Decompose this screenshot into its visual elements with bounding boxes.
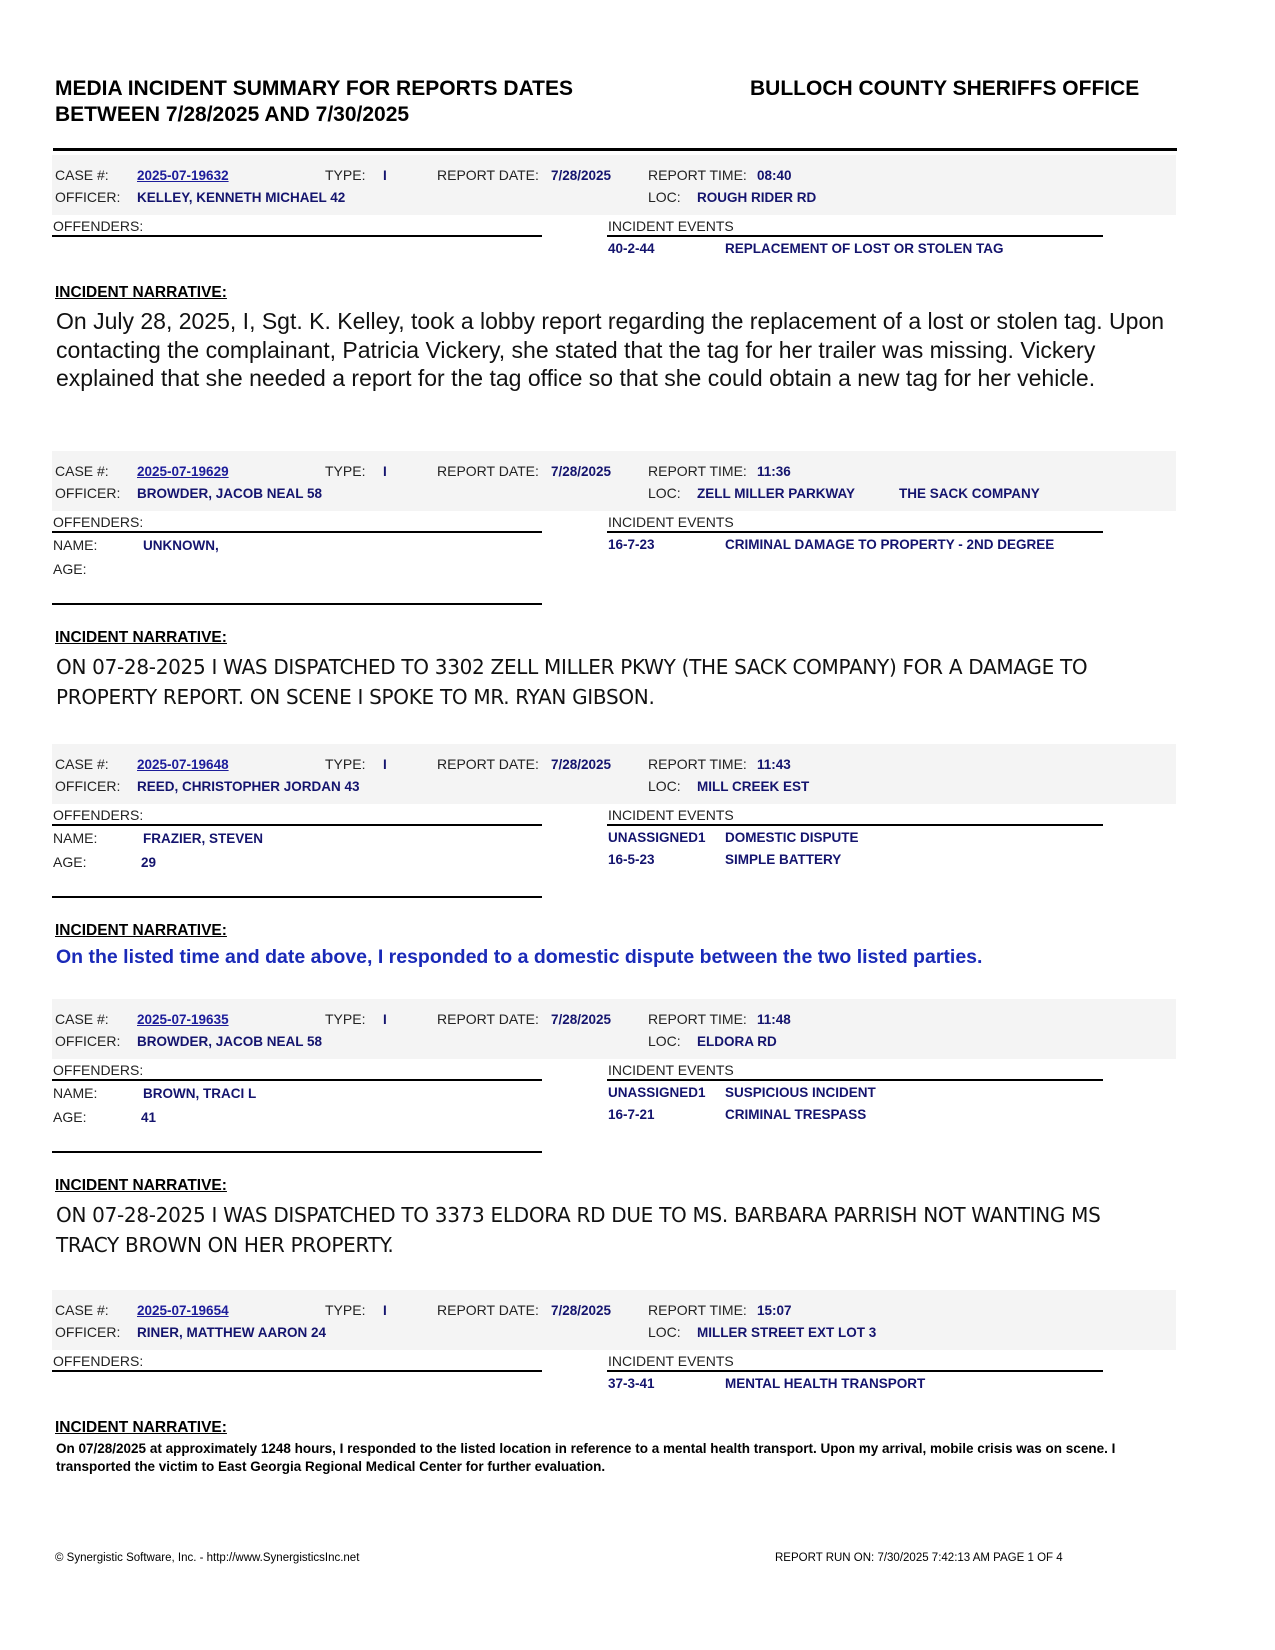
report-time-label: REPORT TIME: — [648, 756, 747, 772]
officer-label: OFFICER: — [55, 778, 121, 794]
event-code: UNASSIGNED1 — [608, 830, 706, 845]
incident-narrative: ON 07-28-2025 I WAS DISPATCHED TO 3373 ELDORA RD DUE TO MS. BARBARA PARRISH NOT WANTING MS TRACY BROWN ON HER PROPERTY. — [56, 1203, 1101, 1257]
incident-narrative: ON 07-28-2025 I WAS DISPATCHED TO 3302 ZELL MILLER PKWY (THE SACK COMPANY) FOR A DAMAGE TO PROPERTY REPORT. ON SCENE I SPOKE TO MR. RYAN GIBSON. — [56, 655, 1088, 709]
case-number-label: CASE #: — [55, 756, 109, 772]
incident-narrative: On 07/28/2025 at approximately 1248 hours, I responded to the listed location in reference to a mental health transport. Upon my arrival, mobile crisis was on scene. I transported the victim to East Georgia Regional Medical Center for further evaluation. — [56, 1441, 1116, 1474]
case-number-link[interactable]: 2025-07-19629 — [137, 464, 229, 479]
case-header-band — [52, 451, 1176, 511]
event-description: CRIMINAL TRESPASS — [725, 1107, 867, 1122]
event-description: CRIMINAL DAMAGE TO PROPERTY - 2ND DEGREE — [725, 537, 1055, 552]
officer-value: RINER, MATTHEW AARON 24 — [137, 1325, 326, 1340]
report-time-value: 11:48 — [757, 1012, 791, 1027]
report-time-label: REPORT TIME: — [648, 1302, 747, 1318]
location-label: LOC: — [648, 778, 681, 794]
report-date-label: REPORT DATE: — [437, 1302, 539, 1318]
event-code: 16-5-23 — [608, 852, 655, 867]
offender-age-value: 41 — [141, 1110, 157, 1125]
case-header-band — [52, 155, 1176, 215]
report-date-label: REPORT DATE: — [437, 167, 539, 183]
report-date-label: REPORT DATE: — [437, 463, 539, 479]
report-time-value: 11:43 — [757, 757, 791, 772]
incident-events-divider — [607, 824, 1103, 826]
type-value: I — [383, 464, 387, 479]
event-code: 16-7-23 — [608, 537, 655, 552]
offenders-label: OFFENDERS: — [53, 1062, 144, 1078]
event-code: UNASSIGNED1 — [608, 1085, 706, 1100]
case-header-band — [52, 1290, 1176, 1350]
report-date-value: 7/28/2025 — [551, 1303, 612, 1318]
case-number-label: CASE #: — [55, 1011, 109, 1027]
offenders-divider — [52, 1370, 542, 1372]
officer-value: KELLEY, KENNETH MICHAEL 42 — [137, 190, 346, 205]
narrative-heading: INCIDENT NARRATIVE: — [55, 1419, 227, 1436]
report-time-label: REPORT TIME: — [648, 167, 747, 183]
narrative-heading: INCIDENT NARRATIVE: — [55, 922, 227, 939]
offender-block-divider — [52, 603, 542, 605]
location-label: LOC: — [648, 189, 681, 205]
agency-name: BULLOCH COUNTY SHERIFFS OFFICE — [750, 77, 1140, 100]
report-title-line1: MEDIA INCIDENT SUMMARY FOR REPORTS DATES — [55, 77, 574, 100]
report-time-value: 15:07 — [757, 1303, 792, 1318]
offender-age-label: AGE: — [53, 561, 87, 577]
type-value: I — [383, 1012, 387, 1027]
incident-events-label: INCIDENT EVENTS — [608, 1062, 734, 1078]
case-header-band — [52, 999, 1176, 1059]
event-description: REPLACEMENT OF LOST OR STOLEN TAG — [725, 241, 1004, 256]
incident-narrative: On the listed time and date above, I responded to a domestic dispute between the two listed parties. — [56, 946, 983, 968]
case-number-link[interactable]: 2025-07-19635 — [137, 1012, 229, 1027]
type-label: TYPE: — [325, 167, 366, 183]
type-label: TYPE: — [325, 463, 366, 479]
offender-age-value: 29 — [141, 855, 157, 870]
officer-label: OFFICER: — [55, 1324, 121, 1340]
incident-events-divider — [607, 531, 1103, 533]
report-date-value: 7/28/2025 — [551, 464, 612, 479]
report-date-label: REPORT DATE: — [437, 756, 539, 772]
incident-events-divider — [607, 1079, 1103, 1081]
location-value: MILL CREEK EST — [697, 779, 810, 794]
report-date-label: REPORT DATE: — [437, 1011, 539, 1027]
officer-value: BROWDER, JACOB NEAL 58 — [137, 1034, 323, 1049]
officer-value: BROWDER, JACOB NEAL 58 — [137, 486, 323, 501]
offenders-divider — [52, 235, 542, 237]
offenders-divider — [52, 1079, 542, 1081]
offenders-label: OFFENDERS: — [53, 218, 144, 234]
event-description: MENTAL HEALTH TRANSPORT — [725, 1376, 926, 1391]
footer-report-run: REPORT RUN ON: 7/30/2025 7:42:13 AM PAGE 1 OF 4 — [775, 1552, 1063, 1564]
narrative-heading: INCIDENT NARRATIVE: — [55, 284, 227, 301]
offender-age-label: AGE: — [53, 854, 87, 870]
narrative-heading: INCIDENT NARRATIVE: — [55, 629, 227, 646]
report-time-label: REPORT TIME: — [648, 463, 747, 479]
offender-age-label: AGE: — [53, 1109, 87, 1125]
report-time-value: 11:36 — [757, 464, 791, 479]
location-value: ROUGH RIDER RD — [697, 190, 817, 205]
event-description: SUSPICIOUS INCIDENT — [725, 1085, 876, 1100]
type-label: TYPE: — [325, 1011, 366, 1027]
officer-value: REED, CHRISTOPHER JORDAN 43 — [137, 779, 360, 794]
type-label: TYPE: — [325, 756, 366, 772]
offender-block-divider — [52, 1151, 542, 1153]
incident-events-divider — [607, 1370, 1103, 1372]
narrative-heading: INCIDENT NARRATIVE: — [55, 1177, 227, 1194]
incident-events-label: INCIDENT EVENTS — [608, 218, 734, 234]
location-value: ELDORA RD — [697, 1034, 777, 1049]
location-value: MILLER STREET EXT LOT 3 — [697, 1325, 877, 1340]
report-date-value: 7/28/2025 — [551, 757, 612, 772]
event-code: 37-3-41 — [608, 1376, 655, 1391]
incident-events-divider — [607, 235, 1103, 237]
header-divider — [53, 148, 1177, 151]
officer-label: OFFICER: — [55, 189, 121, 205]
report-date-value: 7/28/2025 — [551, 168, 612, 183]
report-title — [55, 76, 695, 128]
case-number-label: CASE #: — [55, 463, 109, 479]
incident-narrative: On July 28, 2025, I, Sgt. K. Kelley, took a lobby report regarding the replacement of a lost or stolen tag. Upon contacting the complainant, Patricia Vickery, she stated that the tag for her trailer was missing. Vickery explained that she needed a report for the tag office so that she could obtain a new tag for her vehicle. — [56, 308, 1165, 391]
report-title-line2: BETWEEN 7/28/2025 AND 7/30/2025 — [55, 103, 410, 126]
location-label: LOC: — [648, 1033, 681, 1049]
offender-name-label: NAME: — [53, 537, 98, 553]
report-date-value: 7/28/2025 — [551, 1012, 612, 1027]
case-header-band — [52, 744, 1176, 804]
footer-copyright: © Synergistic Software, Inc. - http://www.SynergisticsInc.net — [55, 1552, 360, 1564]
location-value: ZELL MILLER PARKWAY — [697, 486, 856, 501]
event-code: 40-2-44 — [608, 241, 655, 256]
location-label: LOC: — [648, 485, 681, 501]
offender-name-value: FRAZIER, STEVEN — [143, 831, 264, 846]
case-number-link[interactable]: 2025-07-19654 — [137, 1303, 229, 1318]
incident-events-label: INCIDENT EVENTS — [608, 1353, 734, 1369]
offenders-label: OFFENDERS: — [53, 1353, 144, 1369]
event-description: DOMESTIC DISPUTE — [725, 830, 859, 845]
offender-block-divider — [52, 896, 542, 898]
offenders-divider — [52, 824, 542, 826]
officer-label: OFFICER: — [55, 485, 121, 501]
case-number-link[interactable]: 2025-07-19648 — [137, 757, 229, 772]
offender-name-value: UNKNOWN, — [143, 538, 219, 553]
type-value: I — [383, 168, 387, 183]
type-value: I — [383, 1303, 387, 1318]
case-number-label: CASE #: — [55, 1302, 109, 1318]
offender-name-label: NAME: — [53, 830, 98, 846]
case-number-label: CASE #: — [55, 167, 109, 183]
offenders-label: OFFENDERS: — [53, 807, 144, 823]
report-time-label: REPORT TIME: — [648, 1011, 747, 1027]
event-code: 16-7-21 — [608, 1107, 655, 1122]
case-number-link[interactable]: 2025-07-19632 — [137, 168, 229, 183]
type-label: TYPE: — [325, 1302, 366, 1318]
offenders-label: OFFENDERS: — [53, 514, 144, 530]
event-description: SIMPLE BATTERY — [725, 852, 842, 867]
offender-name-value: BROWN, TRACI L — [143, 1086, 257, 1101]
location-secondary: THE SACK COMPANY — [899, 486, 1040, 501]
type-value: I — [383, 757, 387, 772]
incident-events-label: INCIDENT EVENTS — [608, 514, 734, 530]
report-time-value: 08:40 — [757, 168, 792, 183]
location-label: LOC: — [648, 1324, 681, 1340]
offenders-divider — [52, 531, 542, 533]
offender-name-label: NAME: — [53, 1085, 98, 1101]
incident-events-label: INCIDENT EVENTS — [608, 807, 734, 823]
officer-label: OFFICER: — [55, 1033, 121, 1049]
